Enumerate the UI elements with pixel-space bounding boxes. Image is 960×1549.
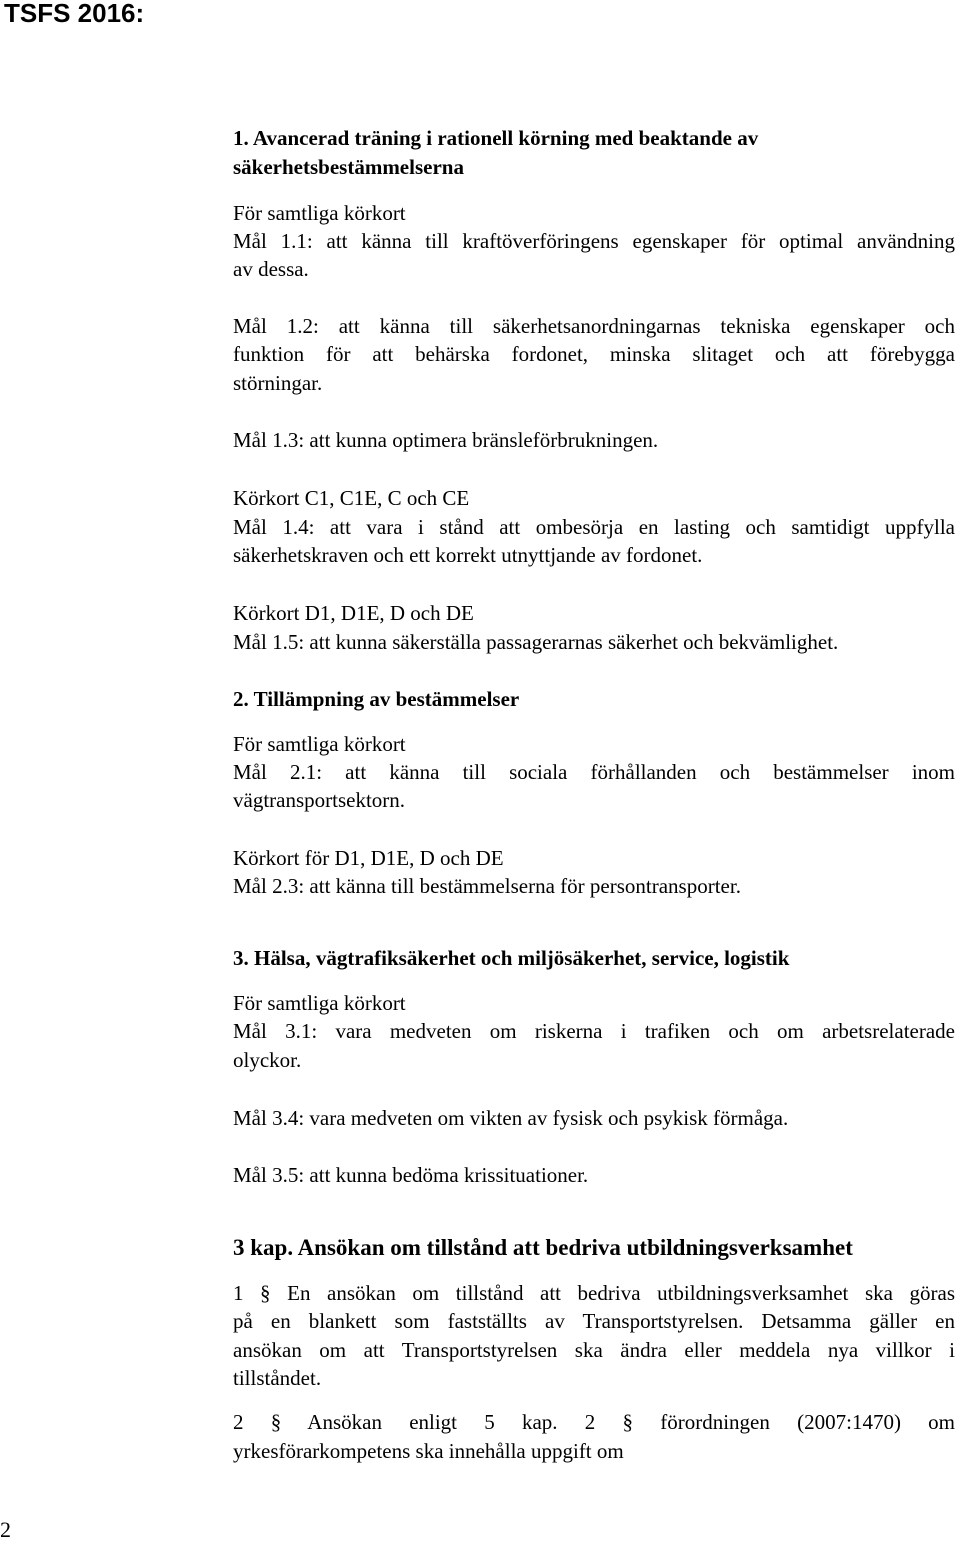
text-line: För samtliga körkort <box>233 991 406 1015</box>
text-line: störningar. <box>233 371 323 395</box>
section-heading: säkerhetsbestämmelserna <box>233 155 464 179</box>
text-line: på en blankett som fastställts av Transportstyrelsen. Detsamma gäller en <box>233 1309 955 1333</box>
section-heading: 3 kap. Ansökan om tillstånd att bedriva utbildningsverksamhet <box>233 1235 853 1260</box>
document-header: TSFS 2016: <box>4 0 145 28</box>
text-line: av dessa. <box>233 257 309 281</box>
section-heading: 1. Avancerad träning i rationell körning med beaktande av <box>233 126 759 150</box>
text-line: Mål 2.3: att känna till bestämmelserna för persontransporter. <box>233 874 741 898</box>
text-line: För samtliga körkort <box>233 201 406 225</box>
text-line: Mål 1.2: att känna till säkerhetsanordningarnas tekniska egenskaper och <box>233 314 955 338</box>
text-line: olyckor. <box>233 1048 302 1072</box>
text-line: Körkort D1, D1E, D och DE <box>233 601 474 625</box>
text-line: Mål 3.4: vara medveten om vikten av fysisk och psykisk förmåga. <box>233 1106 789 1130</box>
text-line: tillståndet. <box>233 1366 322 1390</box>
text-line: Mål 1.4: att vara i stånd att ombesörja en lasting och samtidigt uppfylla <box>233 515 955 539</box>
text-line: funktion för att behärska fordonet, minska slitaget och att förebygga <box>233 342 955 366</box>
text-line: 2 § Ansökan enligt 5 kap. 2 § förordningen (2007:1470) om <box>233 1410 955 1434</box>
text-line: Mål 1.3: att kunna optimera bränsleförbrukningen. <box>233 428 659 452</box>
section-heading: 3. Hälsa, vägtrafiksäkerhet och miljösäkerhet, service, logistik <box>233 946 790 970</box>
text-line: säkerhetskraven och ett korrekt utnyttjande av fordonet. <box>233 543 703 567</box>
text-line: Körkort C1, C1E, C och CE <box>233 486 470 510</box>
text-line: yrkesförarkompetens ska innehålla uppgift om <box>233 1439 624 1463</box>
text-line: vägtransportsektorn. <box>233 788 406 812</box>
text-line: Körkort för D1, D1E, D och DE <box>233 846 504 870</box>
text-line: Mål 2.1: att känna till sociala förhållanden och bestämmelser inom <box>233 760 955 784</box>
text-line: Mål 3.1: vara medveten om riskerna i trafiken och om arbetsrelaterade <box>233 1019 955 1043</box>
text-line: ansökan om att Transportstyrelsen ska ändra eller meddela nya villkor i <box>233 1338 955 1362</box>
page-number: 2 <box>0 1517 11 1542</box>
text-line: Mål 1.1: att känna till kraftöverföringens egenskaper för optimal användning <box>233 229 955 253</box>
text-line: För samtliga körkort <box>233 732 406 756</box>
text-line: Mål 3.5: att kunna bedöma krissituationer. <box>233 1163 589 1187</box>
section-heading: 2. Tillämpning av bestämmelser <box>233 687 520 711</box>
text-line: 1 § En ansökan om tillstånd att bedriva utbildningsverksamhet ska göras <box>233 1281 955 1305</box>
text-line: Mål 1.5: att kunna säkerställa passagerarnas säkerhet och bekvämlighet. <box>233 630 839 654</box>
